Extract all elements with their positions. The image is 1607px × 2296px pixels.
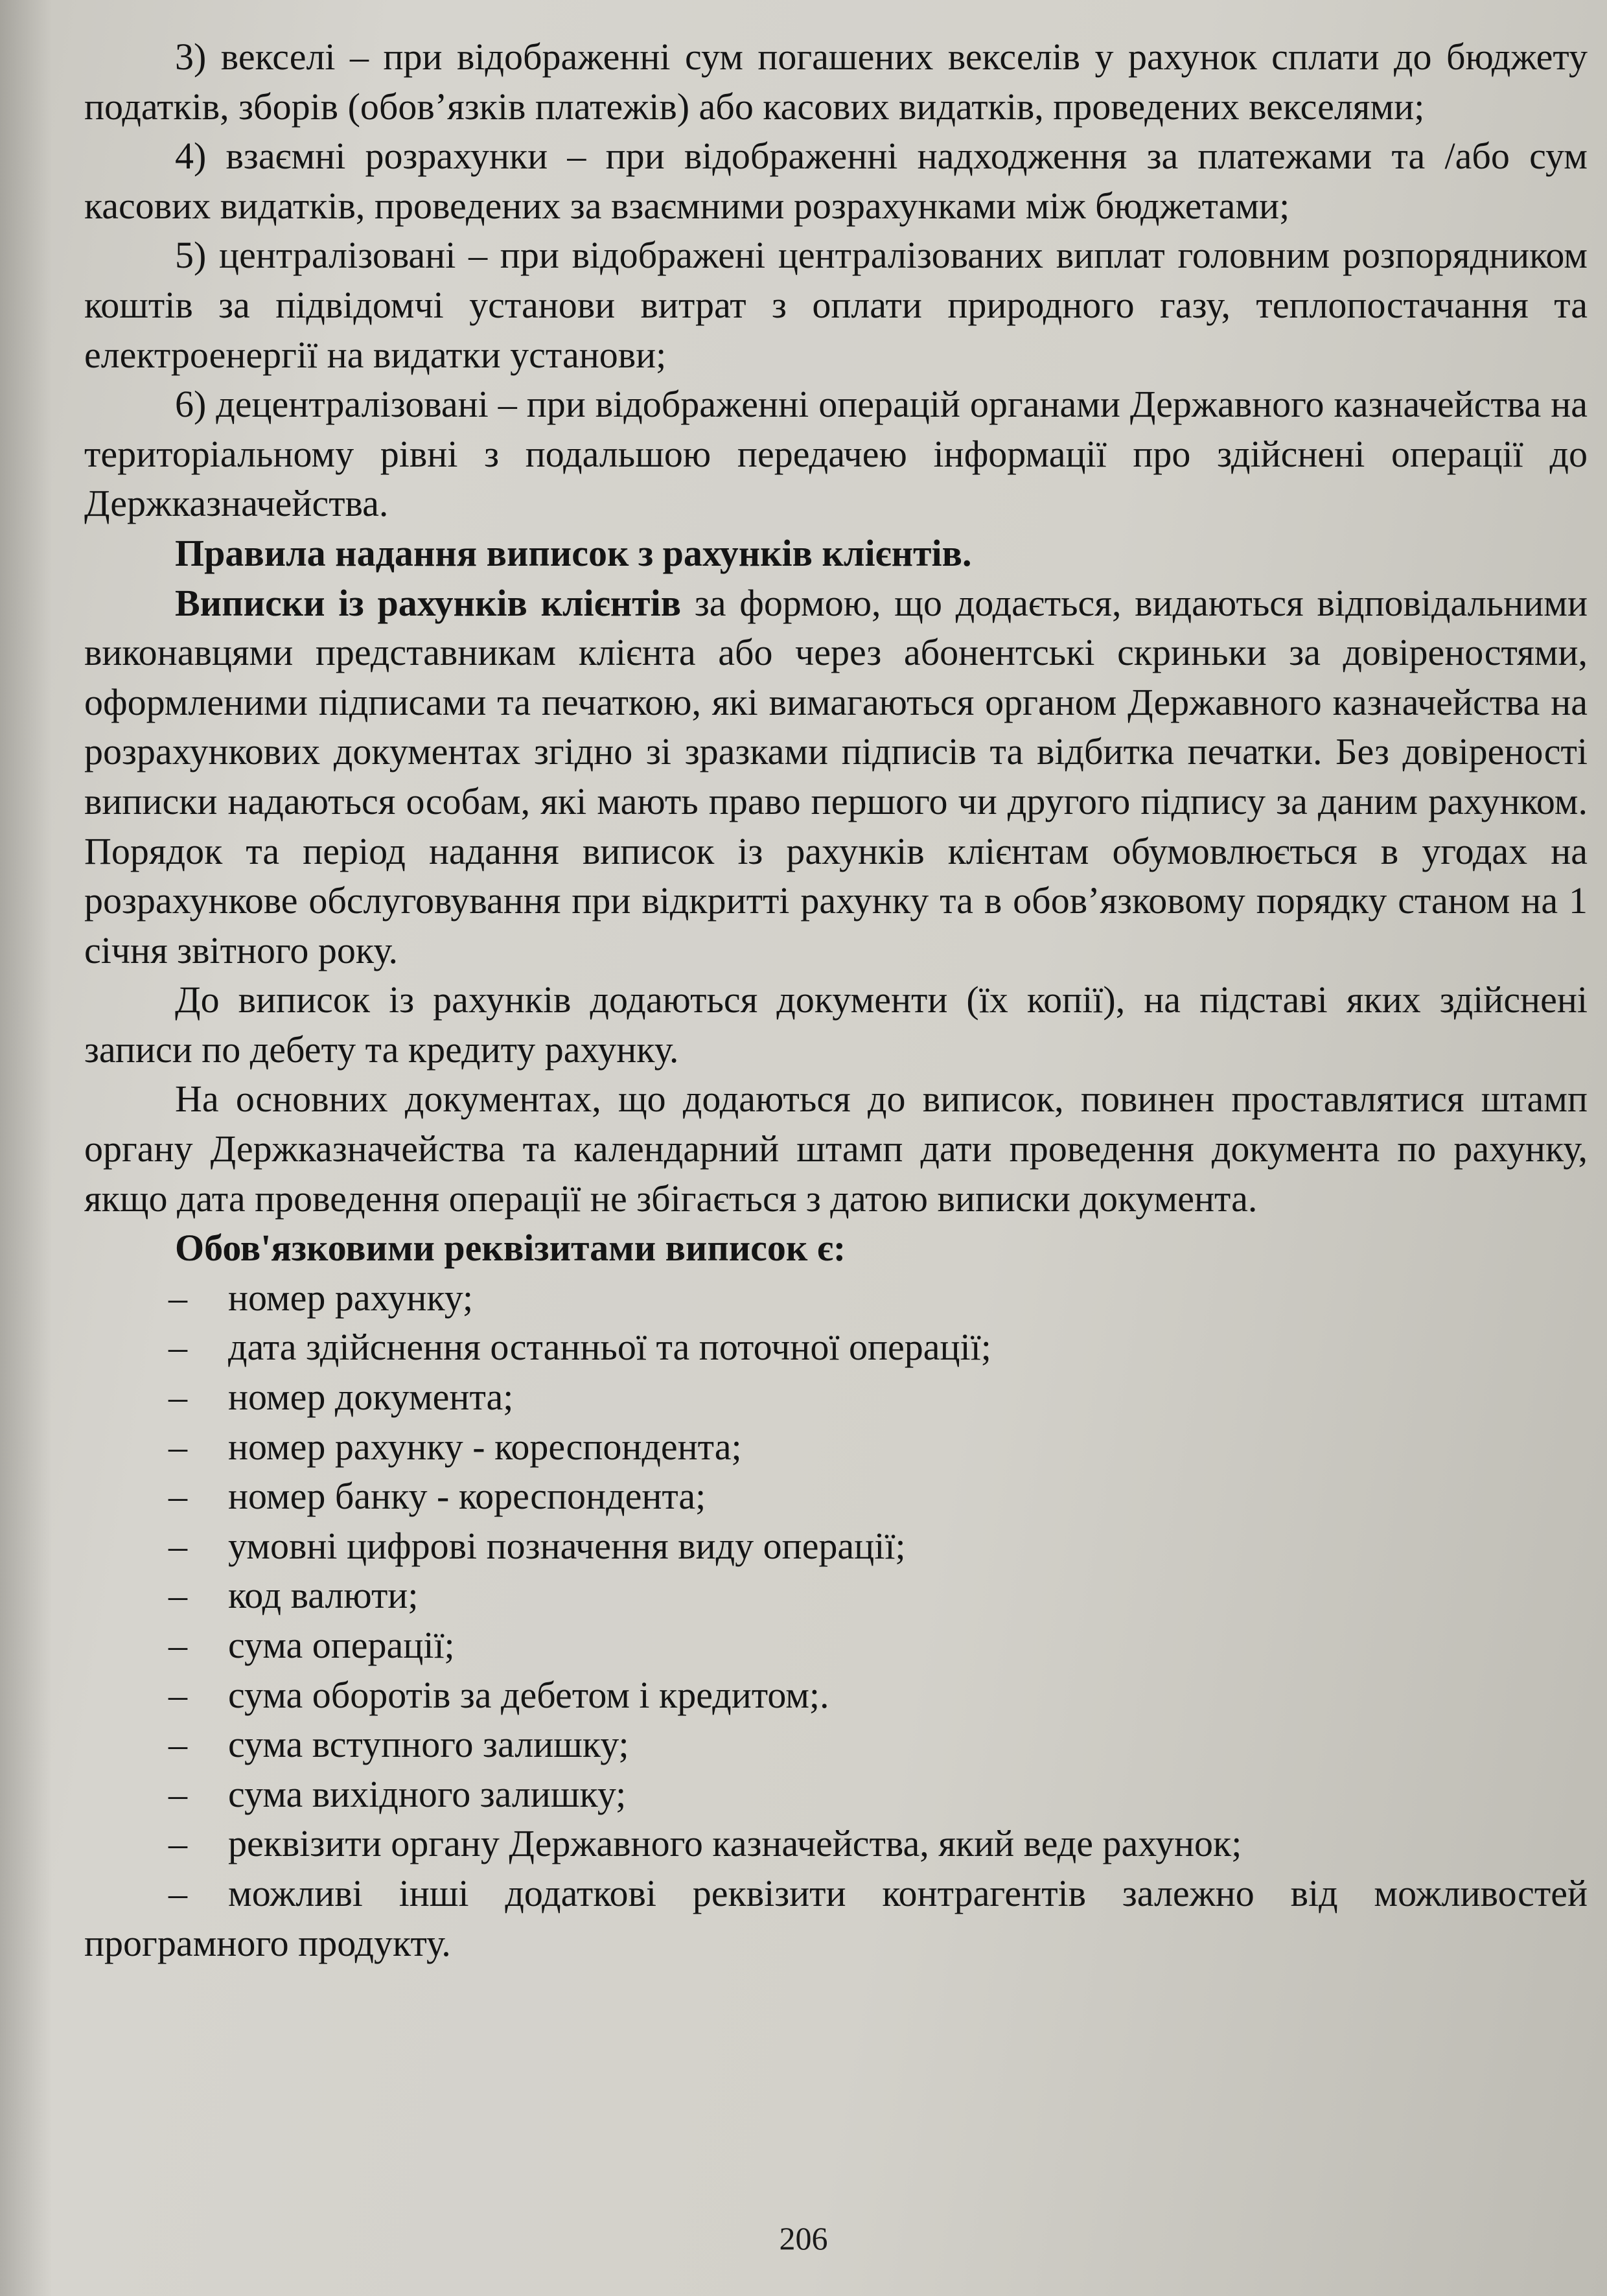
dash-marker: – <box>168 1276 187 1319</box>
section-heading: Правила надання виписок з рахунків клієнтів. <box>175 531 972 574</box>
list-item: – умовні цифрові позначення виду операції; <box>84 1522 1588 1571</box>
paragraph-statements <box>84 579 1588 976</box>
dash-marker: – <box>168 1723 187 1766</box>
list-item: – номер рахунку - кореспондента; <box>84 1422 1588 1472</box>
list-item: – номер документа; <box>84 1373 1588 1422</box>
paragraph-bills: 3) векселі – при відображенні сум погашених векселів у рахунок сплати до бюджету податків, зборів (обов’язків платежів) або касових видатків, проведених векселями; <box>84 36 1588 128</box>
list-item: – код валюти; <box>84 1571 1588 1621</box>
dash-marker: – <box>168 1425 187 1468</box>
paragraph-centralized: 5) централізовані – при відображені централізованих виплат головним розпорядником коштів за підвідомчі установи витрат з оплати природного газу, теплопостачання та електроенергії на видатки установи; <box>84 234 1588 376</box>
page-number: 206 <box>779 2220 828 2256</box>
dash-marker: – <box>168 1822 187 1865</box>
dash-marker: – <box>168 1772 187 1815</box>
paragraph-mutual-settlements: 4) взаємні розрахунки – при відображенні надходження за платежами та /або сум касових видатків, проведених за взаємними розрахунками між бюджетами; <box>84 135 1588 227</box>
statements-text: за формою, що додається, видаються відповідальними виконавцями представникам клієнта або через абонентські скриньки за довіреностями, оформленими підписами та печаткою, які вимагаються органом Державного казначейства на розрахункових документах згідно зі зразками підписів та відбитка печатки. Без довіреності виписки надаються особам, які мають право першого чи другого підпису за даним рахунком. Порядок та період надання виписок із рахунків клієнтам обумовлюється в угодах на розрахункове обслуговування при відкритті рахунку та в обов’язковому порядку станом на 1 січня звітного року. <box>84 581 1588 971</box>
paragraph-attached-documents: До виписок із рахунків додаються документи (їх копії), на підставі яких здійснені записи по дебету та кредиту рахунку. <box>84 979 1588 1071</box>
list-item: – номер рахунку; <box>84 1273 1588 1323</box>
requisites-heading: Обов'язковими реквізитами виписок є: <box>175 1227 846 1270</box>
list-item: – реквізити органу Державного казначейства, який веде рахунок; <box>84 1819 1588 1869</box>
dash-marker: – <box>168 1326 187 1369</box>
list-item: – сума вступного залишку; <box>84 1720 1588 1770</box>
list-item: – сума оборотів за дебетом і кредитом;. <box>84 1671 1588 1721</box>
paragraph-decentralized: 6) децентралізовані – при відображенні операцій органами Державного казначейства на територіальному рівні з подальшою передачею інформації про здійснені операції до Держказначейства. <box>84 383 1588 525</box>
list-item: – дата здійснення останньої та поточної операції; <box>84 1323 1588 1373</box>
statements-bold-lead: Виписки із рахунків клієнтів <box>175 581 682 624</box>
dash-marker: – <box>168 1624 187 1666</box>
page-edge-shadow <box>0 0 52 2296</box>
dash-marker: – <box>168 1524 187 1567</box>
list-item: – сума операції; <box>84 1621 1588 1671</box>
page-body <box>84 32 1588 1968</box>
dash-marker: – <box>168 1574 187 1617</box>
dash-marker: – <box>168 1673 187 1716</box>
list-item: – сума вихідного залишку; <box>84 1770 1588 1820</box>
requisites-list <box>84 1273 1588 1968</box>
dash-marker: – <box>168 1475 187 1518</box>
paragraph-stamps: На основних документах, що додаються до виписок, повинен проставлятися штамп органу Держказначейства та календарний штамп дати проведення документа по рахунку, якщо дата проведення операції не збігається з датою виписки документа. <box>84 1078 1588 1220</box>
dash-marker: – <box>168 1872 187 1914</box>
list-item: – можливі інші додаткові реквізити контрагентів залежно від можливостей програмного продукту. <box>84 1869 1588 1968</box>
dash-marker: – <box>168 1376 187 1419</box>
list-item: – номер банку - кореспондента; <box>84 1472 1588 1522</box>
